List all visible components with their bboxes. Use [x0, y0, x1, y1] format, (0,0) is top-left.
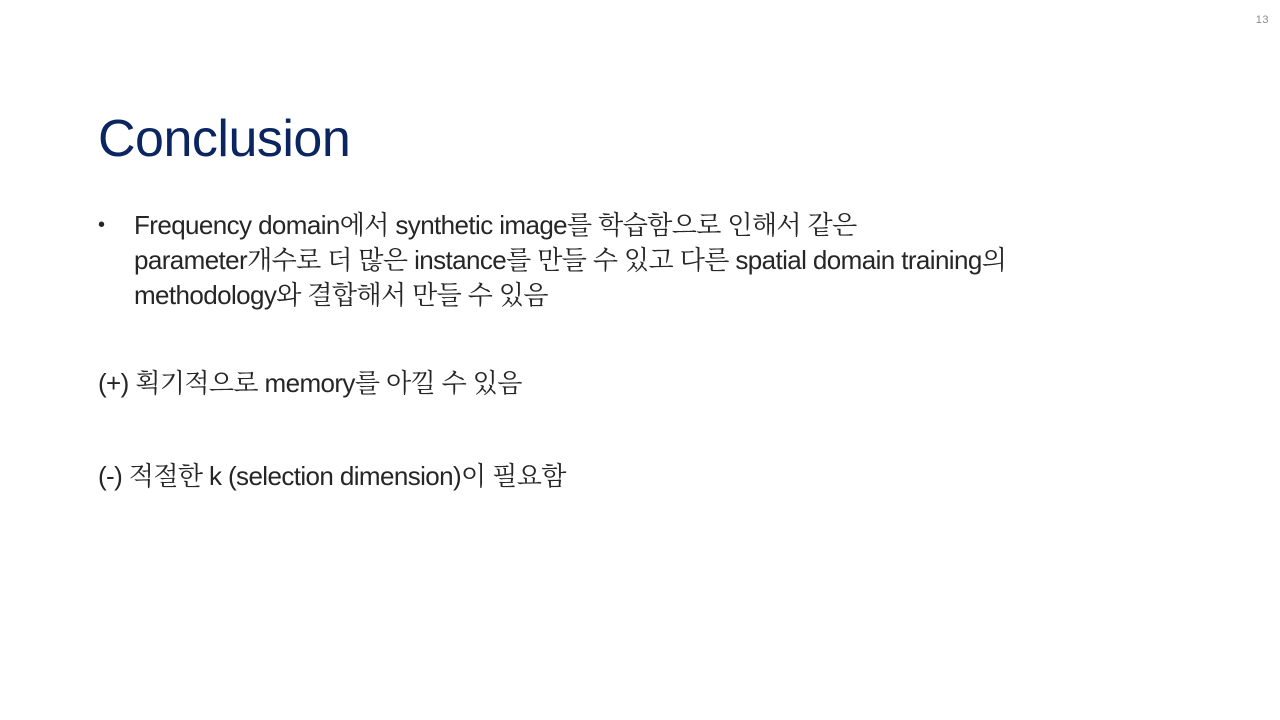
bullet-line-2: parameter개수로 더 많은 instance를 만들 수 있고 다른 spatial domain training의: [134, 245, 1007, 275]
cons-line: (-) 적절한 k (selection dimension)이 필요함: [98, 461, 566, 491]
bullet-text: [134, 208, 1208, 313]
bullet-item: [98, 208, 1208, 313]
bullet-line-1: Frequency domain에서 synthetic image를 학습함으로 인해서 같은: [134, 210, 857, 240]
slide-title: Conclusion: [98, 109, 351, 168]
bullet-line-3: methodology와 결합해서 만들 수 있음: [134, 280, 548, 310]
page-number: 13: [1255, 14, 1269, 26]
pros-line: (+) 획기적으로 memory를 아낄 수 있음: [98, 368, 522, 398]
bullet-marker: •: [98, 214, 106, 236]
